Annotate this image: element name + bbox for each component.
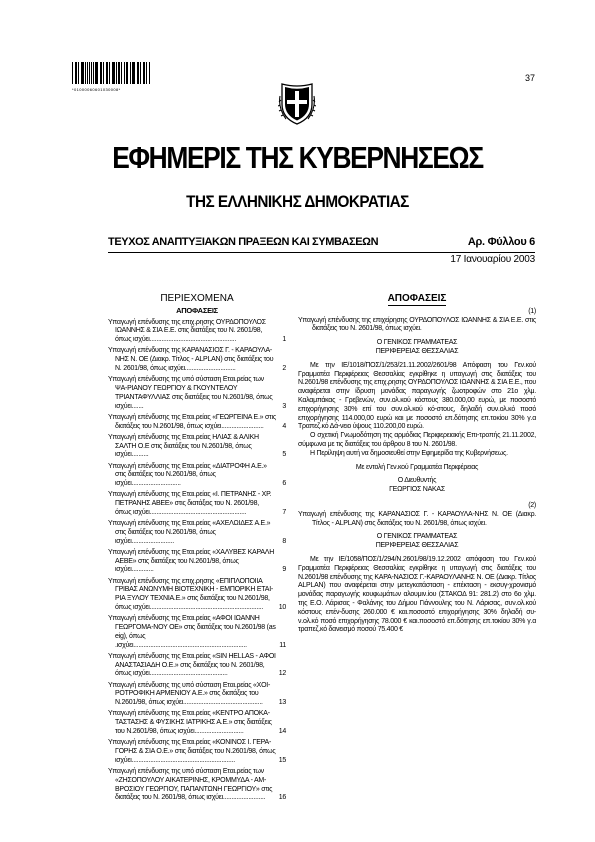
toc-entry <box>108 319 286 345</box>
toc-entry-page: 13 <box>278 699 286 707</box>
issue-number: Αρ. Φύλλου 6 <box>467 236 535 248</box>
decision-paragraph: Η Περίληψη αυτή να δημοσιευθεί στην Εφημερίδα της Κυβερνήσεως. <box>310 449 508 457</box>
toc-entry <box>108 347 286 373</box>
toc-entry-text: Υπαγωγή επένδυσης της υπό σύσταση Εται.ρείας «ΧΟΙ-ΡΟΤΡΟΦΙΚΗ ΑΡΜΕΝΙΟΥ Α.Ε.» στις διατάξεις του Ν.2601/98, όπως ισχύει............................................... <box>108 681 271 707</box>
gazette-title: ΕΦΗΜΕΡΙΣ ΤΗΣ ΚΥΒΕΡΝΗΣΕΩΣ <box>112 140 483 175</box>
toc-entry <box>108 414 286 432</box>
decision-number: (1) <box>528 307 536 315</box>
authority-title: Ο ΓΕΝΙΚΟΣ ΓΡΑΜΜΑΤΕΑΣ <box>376 533 458 541</box>
toc-entry <box>108 653 286 679</box>
signature-name: ΓΕΩΡΓΙΟΣ ΝΑΚΑΣ <box>389 486 445 494</box>
toc-entry-page: 9 <box>282 566 286 574</box>
decisions-column <box>298 295 536 635</box>
toc-entry-text: Υπαγωγή επένδυσης της Εται.ρείας «ΑΦΟΙ ΙΩΑΝΝΗ ΓΕΩΡΓΟΜΑ-ΝΟΥ ΟΕ» στις διατάξεις του Ν.2601/98 (as eig), όπως .ισχύει................................................................... <box>108 615 276 649</box>
toc-entry-text: Υπαγωγή επένδυσης της Εται.ρείας «ΧΑΛΥΒΕΣ ΚΑΡΑΛΗ ΑΕΒΕ» στις διατάξεις του Ν.2601/98, όπως ισχύει............. <box>108 548 275 574</box>
decision-paragraph: Με την ΙΕ/1018/ΠΟΣ/1/253/21.11.2002/2601/98 Απόφαση του Γεν.κού Γραμματέα Περιφέρειας Θεσσαλίας εγκρίθηκε η υπαγωγή στις διατάξεις του Ν.2601/98 επένδυσης της επιχ.ρησης ΟΥΡΔΟΠΟΥΛΟΣ ΙΩΑΝΝΗΣ & ΣΙΑ Ε.Ε., που αναφέρεται στην ίδρυση μονάδας παραγωγής ζωοτροφών στο 21ο χλμ. Καλαμπάκας - Γρεβενών, συν.ολ.κού κόστους 380.000,00 ευρώ, με ποσοστό επιχορήγησης 30% επί του συν.ολ.κού κό-στους, δηλαδή συν.ολ.κό ποσό επιχορήγησης 114.000,00 ευρώ και με ποσοστό επ.δότησης επ.τοκίου 30% γ.α Τραπεζ.κό Δά-νειο ύψους 110.200,00 ευρώ. <box>298 361 536 431</box>
series-title: ΤΕΥΧΟΣ ΑΝΑΠΤΥΞΙΑΚΩΝ ΠΡΑΞΕΩΝ ΚΑΙ ΣΥΜΒΑΣΕΩΝ <box>108 236 379 248</box>
toc-entry <box>108 463 286 489</box>
decisions-title-text: ΑΠΟΦΑΣΕΙΣ <box>387 293 447 304</box>
toc-subtitle: ΑΠΟΦΑΣΕΙΣ <box>176 305 218 315</box>
authority-region: ΠΕΡΙΦΕΡΕΙΑΣ ΘΕΣΣΑΛΙΑΣ <box>375 347 459 355</box>
coat-of-arms-icon <box>278 82 316 126</box>
toc-entry-text: Υπαγωγή επένδυσης της ΚΑΡΑΝΑΣΙΟΣ Γ. - ΚΑΡΑΟΥΛΑ-ΝΗΣ Ν. ΟΕ (Διακρ. Τίτλος - ALPLAN) στις διατάξεις του Ν. 2601/98, όπως ισχύει.............................. <box>108 347 274 372</box>
toc-entry-text: Υπαγωγή επένδυσης της Εται.ρείας «SIN HELLAS - ΑΦΟΙ ΑΝΑΣΤΑΣΙΑΔΗ Ο.Ε.» στις διατάξεις του Ν. 2601/98, όπως ισχύει.............................................. <box>108 652 276 678</box>
toc-entry-text: Υπαγωγή επένδυσης της Εται.ρείας «ΚΕΝΤΡΟ ΑΠΟΚΑ-ΤΑΣΤΑΣΗΣ & ΦΥΣΙΚΗΣ ΙΑΤΡΙΚΗΣ Α.Ε.» στις διατάξεις του Ν.2601/98, όπως ισχύει............................. <box>108 710 272 735</box>
toc-entry <box>108 549 286 575</box>
decision-heading: Υπαγωγή επένδυσης της ΚΑΡΑΝΑΣΙΟΣ Γ. - ΚΑΡΑΟΥΛΑ-ΝΗΣ Ν. ΟΕ (Διακρ. Τίτλος - ALPLAN) στις διατάξεις του Ν. 2601/98, όπως ισχύει. <box>298 510 536 527</box>
decision-heading: Υπαγωγή επένδυσης της επιχείρησης ΟΥΡΔΟΠΟΥΛΟΣ ΙΩΑΝΝΗΣ & ΣΙΑ Ε.Ε. στις διατάξεις του Ν. 2601/98, όπως ισχύει. <box>298 316 536 333</box>
barcode <box>72 62 150 84</box>
toc-entry-page: 2 <box>282 364 286 372</box>
issue-date: 17 Ιανουαρίου 2003 <box>450 254 535 265</box>
toc-entry <box>108 491 286 517</box>
toc-entry-text: Υπαγωγή επένδυσης της Εται.ρείας ΗΛΙΑΣ & ΑΛΙΚΗ ΣΑΛΤΗ Ο.Ε στις διατάξεις του Ν.2601/98, όπως ισχύει.......... <box>108 433 259 459</box>
toc-title: ΠΕΡΙΕΧΟΜΕΝΑ <box>160 293 234 304</box>
toc-entry-text: Υπαγωγή επένδυσης της Εται.ρείας «ΔΙΑΤΡΟΦΗ Α.Ε.» στις διατάξεις του Ν.2601/98, όπως ισχύει............................. <box>108 462 267 488</box>
toc-entry-page: 5 <box>282 451 286 459</box>
decision-number: (2) <box>528 501 536 509</box>
toc-entry-page: 11 <box>279 641 286 649</box>
toc-entry <box>108 710 286 736</box>
table-of-contents <box>108 295 286 805</box>
authority-region: ΠΕΡΙΦΕΡΕΙΑΣ ΘΕΣΣΑΛΙΑΣ <box>375 542 459 550</box>
decision-paragraph: Με την ΙΕ/1058/ΠΟΣ/1/294/Ν.2601/98/19.12.2002 απόφαση του Γεν.κού Γραμματέα Περιφέρειας Θεσσαλίας εγκρίθηκε η υπαγωγή στις διατάξεις του Ν.2601/98 επένδυσης της ΚΑΡΑ-ΝΑΣΙΟΣ Γ.-ΚΑΡΑΟΥΛΑΝΗΣ Ν. ΟΕ (Διακρ. Τίτλος ALPLAN) που αναφέρεται στην μετεγκατάσταση - επέκταση - εκσυγ-χρονισμό μονάδας παραγωγής κουφωμάτων αλουμιν.ίου (ΣΤΑΚΟΔ 91: 281.2) στο 6ο χλμ. της Ε.Ο. Λάρισας - Φαλάνης του Δήμου Γιάννουλης του Ν. Λάρισας, συν.ολ.κού κόστους επέν-δυσης 260.000 € και.ποσοστό επιχορήγησης 30% δηλαδή συ-ν.ολ.κό ποσό επιχορήγησης 78.000 € και.ποσοστό επ.δότησης επ.τοκίου 30% γ.α τραπεζ.κό δανεισμό ποσού 75.400 € <box>298 555 536 634</box>
page-number: 37 <box>524 73 535 83</box>
toc-entry-text: Υπαγωγή επένδυσης της υπό σύσταση Εται.ρείας των ΨΑ-ΡΙΑΝΟΥ ΓΕΩΡΓΙΟΥ & ΓΚΟΥΝΤΕΛΟΥ ΤΡΙΑΝΤΑΦΥΛΛΙΑΣ στις διατάξεις του Ν.2601/98, όπως ισχύει....... <box>108 376 273 410</box>
decisions-title <box>298 295 536 304</box>
toc-entry-page: 12 <box>278 670 286 678</box>
toc-entry-page: 16 <box>278 794 286 802</box>
toc-entry-page: 8 <box>282 537 286 545</box>
toc-entry-text: Υπαγωγή επένδυσης της Εται.ρείας «ΑΧΕΛΩΙΔΕΣ Α.Ε.» στις διατάξεις του Ν.2601/98, όπως ισχύει......................... <box>108 520 271 545</box>
toc-entry <box>108 615 286 650</box>
toc-entry-page: 1 <box>282 336 286 344</box>
barcode-number: *01000060601030008* <box>72 87 121 92</box>
toc-entry-text: Υπαγωγή επένδυσης της επιχ.ρησης «ΕΠΙΠΛΟΠΟΙΙΑ ΓΡΙΒΑΣ ΑΝΩΝΥΜΗ ΒΙΟΤΕΧΝΙΚΗ - ΕΜΠΟΡΙΚΗ ΕΤΑΙ-ΡΙΑ ΞΥΛΟΥ ΤΕΧΝΙΑ.Ε.» στις διατάξεις του Ν.2601/98, όπως ισχύει................................................................... <box>108 577 273 612</box>
toc-entry <box>108 682 286 708</box>
toc-entry-page: 3 <box>282 402 286 410</box>
toc-entry <box>108 520 286 546</box>
toc-entry-text: Υπαγωγή επένδυσης της επιχ.ρησης ΟΥΡΔΟΠΟΥΛΟΣ ΙΩΑΝΝΗΣ & ΣΙΑ Ε.Ε. στις διατάξεις του Ν. 2601/98, όπως ισχύει................................................... <box>108 318 266 344</box>
signature-mandate: Με εντολή Γεν.κού Γραμματέα Περιφέρειας <box>355 463 479 471</box>
toc-entry <box>108 578 286 613</box>
toc-entry-page: 14 <box>278 727 286 735</box>
gazette-subtitle: ΤΗΣ ΕΛΛΗΝΙΚΗΣ ΔΗΜΟΚΡΑΤΙΑΣ <box>186 192 409 211</box>
toc-list <box>108 319 286 804</box>
toc-entry-page: 15 <box>278 756 286 764</box>
toc-entry-page: 10 <box>278 604 286 612</box>
toc-entry <box>108 768 286 803</box>
authority-title: Ο ΓΕΝΙΚΟΣ ΓΡΑΜΜΑΤΕΑΣ <box>376 339 458 347</box>
toc-entry-text: Υπαγωγή επένδυσης της Εται.ρείας «Ι. ΠΕΤΡΑΝΗΣ - ΧΡ. ΠΕΤΡΑΝΗΣ ΑΒΕΕ» στις διατάξεις του Ν. 2601/98, όπως ισχύει......................................................... <box>108 491 272 516</box>
toc-entry-text: Υπαγωγή επένδυσης της Εται.ρείας «ΓΕΩΡΓΕΙΝΑ Ε.» στις διατάξεις του Ν.2601/98, όπως ισχύει......................... <box>108 413 276 430</box>
toc-entry-page: 7 <box>282 508 286 516</box>
decision-paragraph: Ο σχετική Γνωμοδότηση της αρμόδιας Περιφερειακής Επι-τροπής 21.11.2002, σύμφωνα με τις διατάξεις του άρθρου 8 του Ν. 2601/98. <box>298 432 536 448</box>
toc-entry <box>108 739 286 765</box>
toc-entry-page: 4 <box>282 422 286 430</box>
toc-entry <box>108 434 286 460</box>
toc-entry-page: 6 <box>282 480 286 488</box>
toc-entry-text: Υπαγωγή επένδυσης της υπό σύσταση Εται.ρείας των «ΖΗΣΟΠΟΥΛΟΥ ΑΙΚΑΤΕΡΙΝΗΣ, ΚΡΟΜΜΥΔΑ - ΑΜ-ΒΡΟΣΙΟΥ ΓΕΩΡΓΙΟΥ, ΠΑΠΑΝΤΩΝΗ ΓΕΩΡΓΙΟΥ» στις διατάξεις του Ν. 2601/98, όπως ισχύει......................... <box>108 767 273 802</box>
signature-role: Ο Διευθυντής <box>397 477 437 485</box>
toc-entry <box>108 376 286 411</box>
toc-entry-text: Υπαγωγή επένδυσης της Εται.ρείας «ΚΟΝΙΝΟΣ Ι. ΓΕΡΑ-ΓΟΡΗΣ & ΣΙΑ Ο.Ε.» στις διατάξεις του Ν.2601/98, όπως ισχύει............................................................. <box>108 739 276 764</box>
header-rule <box>108 252 535 253</box>
